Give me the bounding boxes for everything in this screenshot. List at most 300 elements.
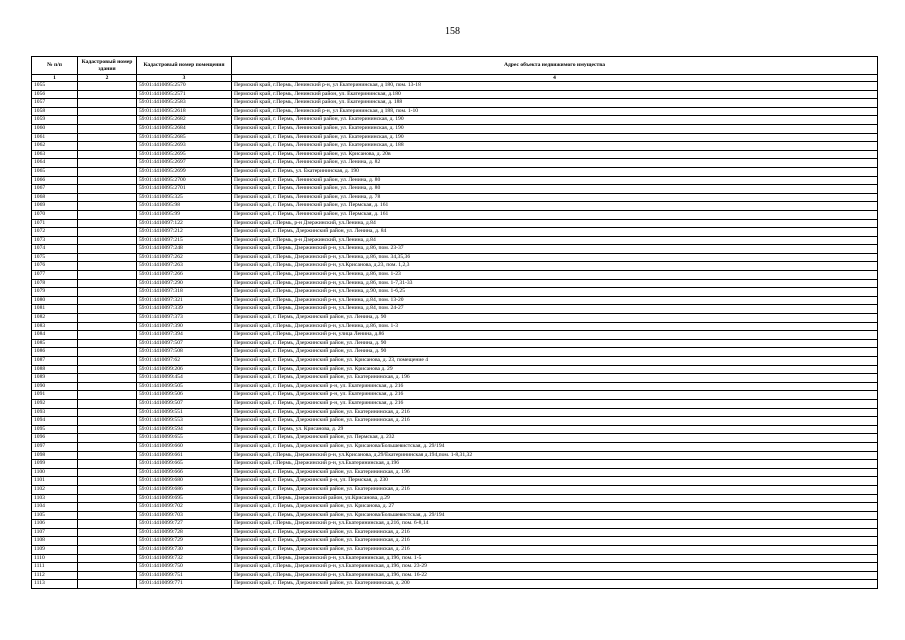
table-row: [32, 210, 878, 219]
room-cadastral-cell: 59:01:4410095:2701: [137, 185, 232, 194]
table-row: [32, 391, 878, 400]
building-cadastral-cell: [78, 253, 137, 262]
room-cadastral-cell: 59:01:4410099:732: [137, 554, 232, 563]
table-row: [32, 150, 878, 159]
building-cadastral-cell: [78, 159, 137, 168]
address-cell: Пермский край, г.Пермь, Ленинский район, ул. Екатерининская, д. 188: [232, 99, 878, 108]
row-number: 1101: [32, 477, 78, 486]
building-cadastral-cell: [78, 374, 137, 383]
building-cadastral-cell: [78, 408, 137, 417]
room-cadastral-cell: 59:01:4410097:508: [137, 348, 232, 357]
table-row: [32, 451, 878, 460]
room-cadastral-cell: 59:01:4410095:2697: [137, 159, 232, 168]
address-cell: Пермский край, г. Пермь, Ленинский район, ул. Ленина, д. 82: [232, 159, 878, 168]
row-number: 1077: [32, 271, 78, 280]
building-cadastral-cell: [78, 357, 137, 366]
room-cadastral-cell: 59:01:4410095:2571: [137, 90, 232, 99]
address-cell: Пермский край, г.Пермь, Ленинский район, ул. Екатерининская, д.180: [232, 90, 878, 99]
table-row: [32, 90, 878, 99]
address-cell: Пермский край, г.Пермь, Дзержинский р-н, ул.Ленина, д.86, пом. 1-3: [232, 322, 878, 331]
row-number: 1104: [32, 503, 78, 512]
address-cell: Пермский край, г. Пермь, Ленинский район, ул. Ленина, д. 80: [232, 185, 878, 194]
building-cadastral-cell: [78, 417, 137, 426]
row-number: 1067: [32, 185, 78, 194]
table-row: [32, 236, 878, 245]
address-cell: Пермский край, г. Пермь, Дзержинский район, ул. Екатерининская, д. 216: [232, 417, 878, 426]
table-row: [32, 142, 878, 151]
row-number: 1070: [32, 210, 78, 219]
room-cadastral-cell: 59:01:4410099:686: [137, 485, 232, 494]
building-cadastral-cell: [78, 228, 137, 237]
row-number: 1078: [32, 279, 78, 288]
row-number: 1110: [32, 554, 78, 563]
table-row: [32, 176, 878, 185]
building-cadastral-cell: [78, 442, 137, 451]
room-cadastral-cell: 59:01:4410095:2583: [137, 99, 232, 108]
header-address: Адрес объекта недвижимого имущества: [232, 57, 878, 75]
building-cadastral-cell: [78, 236, 137, 245]
row-number: 1056: [32, 90, 78, 99]
building-cadastral-cell: [78, 210, 137, 219]
table-row: [32, 511, 878, 520]
address-cell: Пермский край, г.Пермь, Дзержинский р-н, ул.Ленина, д.86, пом. 23-37: [232, 245, 878, 254]
table-row: [32, 425, 878, 434]
room-cadastral-cell: 59:01:4410097:263: [137, 262, 232, 271]
table-row: [32, 219, 878, 228]
room-cadastral-cell: 59:01:4410099:680: [137, 477, 232, 486]
table-row: [32, 494, 878, 503]
building-cadastral-cell: [78, 82, 137, 91]
room-cadastral-cell: 59:01:4410099:655: [137, 434, 232, 443]
address-cell: Пермский край, г.Пермь, Дзержинский р-н, ул.Екатерининская, д.216, пом. 6-8,14: [232, 520, 878, 529]
building-cadastral-cell: [78, 391, 137, 400]
table-row: [32, 99, 878, 108]
address-cell: Пермский край, г. Пермь, Дзержинский район, ул. Екатерининская, д. 216: [232, 408, 878, 417]
building-cadastral-cell: [78, 279, 137, 288]
address-cell: Пермский край, г. Пермь, Дзержинский р-н, ул. Екатерининская, д. 216: [232, 382, 878, 391]
header-building-cadastral: Кадастровый номер здания: [78, 57, 137, 75]
row-number: 1064: [32, 159, 78, 168]
row-number: 1071: [32, 219, 78, 228]
column-number: 4: [232, 75, 878, 82]
row-number: 1094: [32, 417, 78, 426]
address-cell: Пермский край, г. Пермь, Ленинский район, ул. Пермская, д. 161: [232, 202, 878, 211]
table-row: [32, 485, 878, 494]
row-number: 1087: [32, 357, 78, 366]
table-row: [32, 528, 878, 537]
address-cell: Пермский край, г. Пермь, Дзержинский район, ул. Екатерининская, д. 216: [232, 537, 878, 546]
room-cadastral-cell: 59:01:4410099:727: [137, 520, 232, 529]
room-cadastral-cell: 59:01:4410097:507: [137, 339, 232, 348]
address-cell: Пермский край, г.Пермь, Дзержинский район, ул.Крисанова, д.29: [232, 494, 878, 503]
row-number: 1107: [32, 528, 78, 537]
room-cadastral-cell: 59:01:4410099:505: [137, 382, 232, 391]
row-number: 1113: [32, 580, 78, 589]
room-cadastral-cell: 59:01:4410095:98: [137, 202, 232, 211]
building-cadastral-cell: [78, 365, 137, 374]
row-number: 1057: [32, 99, 78, 108]
table-row: [32, 442, 878, 451]
address-cell: Пермский край, г. Пермь, Дзержинский район, ул. Екатерининская, д. 216: [232, 528, 878, 537]
address-cell: Пермский край, г.Пермь, Дзержинский р-н, ул.Ленина, д.86, пом. 1-7,31-33: [232, 279, 878, 288]
row-number: 1108: [32, 537, 78, 546]
address-cell: Пермский край, г. Пермь, Дзержинский район, ул. Ленина, д. 90: [232, 339, 878, 348]
address-cell: Пермский край, г. Пермь, Дзержинский р-н, ул. Екатерининская, д. 216: [232, 391, 878, 400]
building-cadastral-cell: [78, 107, 137, 116]
row-number: 1061: [32, 133, 78, 142]
room-cadastral-cell: 59:01:4410097:212: [137, 228, 232, 237]
table-row: [32, 116, 878, 125]
address-cell: Пермский край, г. Пермь, Ленинский район, ул. Екатерининская, д. 188: [232, 142, 878, 151]
building-cadastral-cell: [78, 563, 137, 572]
building-cadastral-cell: [78, 485, 137, 494]
table-row: [32, 382, 878, 391]
address-cell: Пермский край, г. Пермь, Ленинский район, ул. Пермская, д. 161: [232, 210, 878, 219]
room-cadastral-cell: 59:01:4410095:2682: [137, 116, 232, 125]
table-row: [32, 348, 878, 357]
address-cell: Пермский край, г.Пермь, Дзержинский р-н, ул.Крисанова, д.29/Екатерининская д.194,пом. 1-8,31,32: [232, 451, 878, 460]
table-row: [32, 322, 878, 331]
building-cadastral-cell: [78, 348, 137, 357]
room-cadastral-cell: 59:01:4410095:2699: [137, 167, 232, 176]
building-cadastral-cell: [78, 434, 137, 443]
room-cadastral-cell: 59:01:4410095:99: [137, 210, 232, 219]
building-cadastral-cell: [78, 460, 137, 469]
address-cell: Пермский край, г.Пермь, Дзержинский р-н, ул.Екатерининская, д.196, пом. 23-29: [232, 563, 878, 572]
room-cadastral-cell: 59:01:4410097:248: [137, 245, 232, 254]
table-row: [32, 477, 878, 486]
room-cadastral-cell: 59:01:4410095:2618: [137, 107, 232, 116]
table-row: [32, 339, 878, 348]
row-number: 1088: [32, 365, 78, 374]
address-cell: Пермский край, г. Пермь, Ленинский район, ул. Екатерининская, д. 190: [232, 133, 878, 142]
row-number: 1100: [32, 468, 78, 477]
room-cadastral-cell: 59:01:4410099:551: [137, 408, 232, 417]
building-cadastral-cell: [78, 90, 137, 99]
building-cadastral-cell: [78, 202, 137, 211]
table-row: [32, 357, 878, 366]
room-cadastral-cell: 59:01:4410099:729: [137, 537, 232, 546]
building-cadastral-cell: [78, 176, 137, 185]
table-row: [32, 365, 878, 374]
building-cadastral-cell: [78, 468, 137, 477]
table-row: [32, 537, 878, 546]
address-cell: Пермский край, г. Пермь, Ленинский район, ул. Крисанова, д. 20в: [232, 150, 878, 159]
building-cadastral-cell: [78, 167, 137, 176]
row-number: 1055: [32, 82, 78, 91]
address-cell: Пермский край, г. Пермь, Дзержинский район, ул. Екатерининская, д. 196: [232, 374, 878, 383]
building-cadastral-cell: [78, 399, 137, 408]
address-cell: Пермский край, г.Пермь, р-н Дзержинский, ул.Ленина, д.84: [232, 236, 878, 245]
room-cadastral-cell: 59:01:4410095:325: [137, 193, 232, 202]
address-cell: Пермский край, г. Пермь, ул. Екатерининская, д. 190: [232, 167, 878, 176]
address-cell: Пермский край, г. Пермь, Ленинский район, ул. Ленина, д. 78: [232, 193, 878, 202]
room-cadastral-cell: 59:01:4410099:695: [137, 494, 232, 503]
table-row: [32, 185, 878, 194]
address-cell: Пермский край, г.Пермь, Дзержинский р-н, ул.Ленина, д.84, пом. 24-27: [232, 305, 878, 314]
row-number: 1076: [32, 262, 78, 271]
row-number: 1112: [32, 571, 78, 580]
address-cell: Пермский край, г. Пермь, Ленинский район, ул. Ленина, д. 80: [232, 176, 878, 185]
address-cell: Пермский край, г. Пермь, Дзержинский район, ул. Ленина, д. 90: [232, 314, 878, 323]
row-number: 1111: [32, 563, 78, 572]
table-row: [32, 374, 878, 383]
table-row: [32, 245, 878, 254]
row-number: 1058: [32, 107, 78, 116]
room-cadastral-cell: 59:01:4410099:506: [137, 391, 232, 400]
row-number: 1066: [32, 176, 78, 185]
row-number: 1069: [32, 202, 78, 211]
building-cadastral-cell: [78, 305, 137, 314]
room-cadastral-cell: 59:01:4410095:2693: [137, 142, 232, 151]
row-number: 1102: [32, 485, 78, 494]
building-cadastral-cell: [78, 511, 137, 520]
building-cadastral-cell: [78, 124, 137, 133]
table-row: [32, 408, 878, 417]
address-cell: Пермский край, г. Пермь, Дзержинский район, ул. Ленина, д. 90: [232, 348, 878, 357]
room-cadastral-cell: 59:01:4410099:553: [137, 417, 232, 426]
address-cell: Пермский край, г. Пермь, Дзержинский район, ул. Ленина, д. 84: [232, 228, 878, 237]
room-cadastral-cell: 59:01:4410097:62: [137, 357, 232, 366]
row-number: 1063: [32, 150, 78, 159]
address-cell: Пермский край, г. Пермь, Дзержинский район, ул. Крисанова д. 29: [232, 365, 878, 374]
row-number: 1086: [32, 348, 78, 357]
table-row: [32, 288, 878, 297]
room-cadastral-cell: 59:01:4410095:2700: [137, 176, 232, 185]
room-cadastral-cell: 59:01:4410099:594: [137, 425, 232, 434]
property-register-table: [31, 56, 878, 589]
row-number: 1080: [32, 296, 78, 305]
column-number: 1: [32, 75, 78, 82]
row-number: 1109: [32, 546, 78, 555]
address-cell: Пермский край, г. Пермь, Дзержинский район, ул. Крисанова, д. 27: [232, 503, 878, 512]
row-number: 1062: [32, 142, 78, 151]
row-number: 1065: [32, 167, 78, 176]
row-number: 1092: [32, 399, 78, 408]
table-row: [32, 159, 878, 168]
address-cell: Пермский край, г. Пермь, Дзержинский район, ул. Екатерининская, д. 200: [232, 580, 878, 589]
page-number: 158: [445, 26, 460, 37]
room-cadastral-cell: 59:01:4410099:454: [137, 374, 232, 383]
table-row: [32, 228, 878, 237]
building-cadastral-cell: [78, 537, 137, 546]
building-cadastral-cell: [78, 554, 137, 563]
address-cell: Пермский край, г.Пермь, Дзержинский р-н, ул.Екатерининская, д.196, пом. 16-22: [232, 571, 878, 580]
table-row: [32, 580, 878, 589]
room-cadastral-cell: 59:01:4410097:339: [137, 305, 232, 314]
table-row: [32, 546, 878, 555]
building-cadastral-cell: [78, 451, 137, 460]
address-cell: Пермский край, г.Пермь, Дзержинский р-н, ул.Ленина, д.86, пом. 34,35,36: [232, 253, 878, 262]
row-number: 1089: [32, 374, 78, 383]
address-cell: Пермский край, г. Пермь, Дзержинский район, ул. Крисанова, д. 23, помещение 4: [232, 357, 878, 366]
building-cadastral-cell: [78, 288, 137, 297]
room-cadastral-cell: 59:01:4410099:703: [137, 511, 232, 520]
row-number: 1099: [32, 460, 78, 469]
building-cadastral-cell: [78, 580, 137, 589]
room-cadastral-cell: 59:01:4410097:262: [137, 253, 232, 262]
building-cadastral-cell: [78, 116, 137, 125]
table-row: [32, 520, 878, 529]
building-cadastral-cell: [78, 193, 137, 202]
row-number: 1082: [32, 314, 78, 323]
building-cadastral-cell: [78, 99, 137, 108]
building-cadastral-cell: [78, 142, 137, 151]
column-number: 3: [137, 75, 232, 82]
address-cell: Пермский край, г.Пермь, Дзержинский р-н, ул.Екатерининская, д.196: [232, 460, 878, 469]
table-row: [32, 503, 878, 512]
row-number: 1096: [32, 434, 78, 443]
table-row: [32, 468, 878, 477]
address-cell: Пермский край, г. Пермь, Дзержинский район, ул. Крисанова/Большевистская, д. 29/194: [232, 511, 878, 520]
room-cadastral-cell: 59:01:4410099:730: [137, 546, 232, 555]
header-room-cadastral: Кадастровый номер помещения: [137, 57, 232, 75]
room-cadastral-cell: 59:01:4410097:215: [137, 236, 232, 245]
building-cadastral-cell: [78, 245, 137, 254]
building-cadastral-cell: [78, 185, 137, 194]
row-number: 1073: [32, 236, 78, 245]
table-body: [32, 82, 878, 589]
row-number: 1090: [32, 382, 78, 391]
address-cell: Пермский край, г. Пермь, Дзержинский район, ул. Екатерининская, д. 216: [232, 546, 878, 555]
room-cadastral-cell: 59:01:4410097:373: [137, 314, 232, 323]
table-row: [32, 107, 878, 116]
building-cadastral-cell: [78, 331, 137, 340]
address-cell: Пермский край, г.Пермь, Ленинский р-н, ул Екатерининская, д 180, пом. 13-18: [232, 82, 878, 91]
address-cell: Пермский край, г. Пермь, Дзержинский район, ул. Пермская, д. 232: [232, 434, 878, 443]
row-number: 1091: [32, 391, 78, 400]
table-row: [32, 253, 878, 262]
building-cadastral-cell: [78, 425, 137, 434]
room-cadastral-cell: 59:01:4410097:266: [137, 271, 232, 280]
table-row: [32, 124, 878, 133]
address-cell: Пермский край, г. Пермь, Дзержинский р-н, ул. Екатерининская, д. 216: [232, 399, 878, 408]
room-cadastral-cell: 59:01:4410099:206: [137, 365, 232, 374]
table-row: [32, 296, 878, 305]
address-cell: Пермский край, г.Пермь, р-н Дзержинский, ул.Ленина, д.84: [232, 219, 878, 228]
table-row: [32, 417, 878, 426]
address-cell: Пермский край, г. Пермь, Ленинский район, ул. Екатерининская, д. 190: [232, 116, 878, 125]
room-cadastral-cell: 59:01:4410099:507: [137, 399, 232, 408]
room-cadastral-cell: 59:01:4410095:2570: [137, 82, 232, 91]
room-cadastral-cell: 59:01:4410099:751: [137, 571, 232, 580]
table-row: [32, 571, 878, 580]
room-cadastral-cell: 59:01:4410097:122: [137, 219, 232, 228]
row-number: 1084: [32, 331, 78, 340]
row-number: 1083: [32, 322, 78, 331]
table-row: [32, 167, 878, 176]
row-number: 1081: [32, 305, 78, 314]
column-number: 2: [78, 75, 137, 82]
room-cadastral-cell: 59:01:4410099:771: [137, 580, 232, 589]
table-row: [32, 271, 878, 280]
row-number: 1085: [32, 339, 78, 348]
room-cadastral-cell: 59:01:4410097:321: [137, 296, 232, 305]
table-row: [32, 554, 878, 563]
room-cadastral-cell: 59:01:4410099:702: [137, 503, 232, 512]
room-cadastral-cell: 59:01:4410099:750: [137, 563, 232, 572]
address-cell: Пермский край, г. Пермь, Дзержинский район, ул. Крисанова/Большевистская, д. 29/194: [232, 442, 878, 451]
address-cell: Пермский край, г. Пермь, ул. Крисанова, д. 29: [232, 425, 878, 434]
building-cadastral-cell: [78, 503, 137, 512]
table-row: [32, 193, 878, 202]
room-cadastral-cell: 59:01:4410095:2695: [137, 150, 232, 159]
row-number: 1072: [32, 228, 78, 237]
room-cadastral-cell: 59:01:4410099:666: [137, 468, 232, 477]
room-cadastral-cell: 59:01:4410097:394: [137, 331, 232, 340]
row-number: 1079: [32, 288, 78, 297]
table-row: [32, 331, 878, 340]
address-cell: Пермский край, г.Пермь, Дзержинский р-н, ул.Ленина, д.84, пом. 13-20: [232, 296, 878, 305]
row-number: 1105: [32, 511, 78, 520]
building-cadastral-cell: [78, 382, 137, 391]
table-row: [32, 202, 878, 211]
table-row: [32, 82, 878, 91]
row-number: 1075: [32, 253, 78, 262]
room-cadastral-cell: 59:01:4410097:390: [137, 322, 232, 331]
address-cell: Пермский край, г.Пермь, Дзержинский р-н, улица Ленина, д.86: [232, 331, 878, 340]
building-cadastral-cell: [78, 477, 137, 486]
address-cell: Пермский край, г. Пермь, Дзержинский район, ул. Екатерининская, д. 216: [232, 485, 878, 494]
table-row: [32, 460, 878, 469]
table-row: [32, 314, 878, 323]
room-cadastral-cell: 59:01:4410097:318: [137, 288, 232, 297]
header-num: № п/п: [32, 57, 78, 75]
table-header-row: [32, 57, 878, 75]
address-cell: Пермский край, г. Пермь, Дзержинский р-н, ул. Пермская, д. 230: [232, 477, 878, 486]
building-cadastral-cell: [78, 571, 137, 580]
room-cadastral-cell: 59:01:4410099:660: [137, 442, 232, 451]
building-cadastral-cell: [78, 494, 137, 503]
building-cadastral-cell: [78, 339, 137, 348]
table-row: [32, 399, 878, 408]
building-cadastral-cell: [78, 314, 137, 323]
address-cell: Пермский край, г.Пермь, Дзержинский р-н, ул.Екатерининская, д.196, пом. 1-5: [232, 554, 878, 563]
room-cadastral-cell: 59:01:4410097:290: [137, 279, 232, 288]
row-number: 1103: [32, 494, 78, 503]
row-number: 1098: [32, 451, 78, 460]
column-number-row: [32, 75, 878, 82]
building-cadastral-cell: [78, 546, 137, 555]
building-cadastral-cell: [78, 322, 137, 331]
room-cadastral-cell: 59:01:4410095:2685: [137, 133, 232, 142]
table-row: [32, 262, 878, 271]
row-number: 1059: [32, 116, 78, 125]
row-number: 1093: [32, 408, 78, 417]
row-number: 1060: [32, 124, 78, 133]
building-cadastral-cell: [78, 520, 137, 529]
row-number: 1095: [32, 425, 78, 434]
building-cadastral-cell: [78, 133, 137, 142]
building-cadastral-cell: [78, 528, 137, 537]
room-cadastral-cell: 59:01:4410099:661: [137, 451, 232, 460]
address-cell: Пермский край, г.Пермь, Ленинский р-н, ул Екатерининская, д 188, пом. 1-10: [232, 107, 878, 116]
table-row: [32, 563, 878, 572]
room-cadastral-cell: 59:01:4410099:665: [137, 460, 232, 469]
building-cadastral-cell: [78, 262, 137, 271]
address-cell: Пермский край, г.Пермь, Дзержинский р-н, ул.Крисанова, д.23, пом. 1,2,3: [232, 262, 878, 271]
address-cell: Пермский край, г. Пермь, Дзержинский район, ул. Екатерининская, д. 196: [232, 468, 878, 477]
room-cadastral-cell: 59:01:4410099:728: [137, 528, 232, 537]
building-cadastral-cell: [78, 150, 137, 159]
room-cadastral-cell: 59:01:4410095:2684: [137, 124, 232, 133]
row-number: 1068: [32, 193, 78, 202]
building-cadastral-cell: [78, 271, 137, 280]
building-cadastral-cell: [78, 296, 137, 305]
building-cadastral-cell: [78, 219, 137, 228]
address-cell: Пермский край, г. Пермь, Ленинский район, ул. Екатерининская, д. 190: [232, 124, 878, 133]
table-row: [32, 133, 878, 142]
